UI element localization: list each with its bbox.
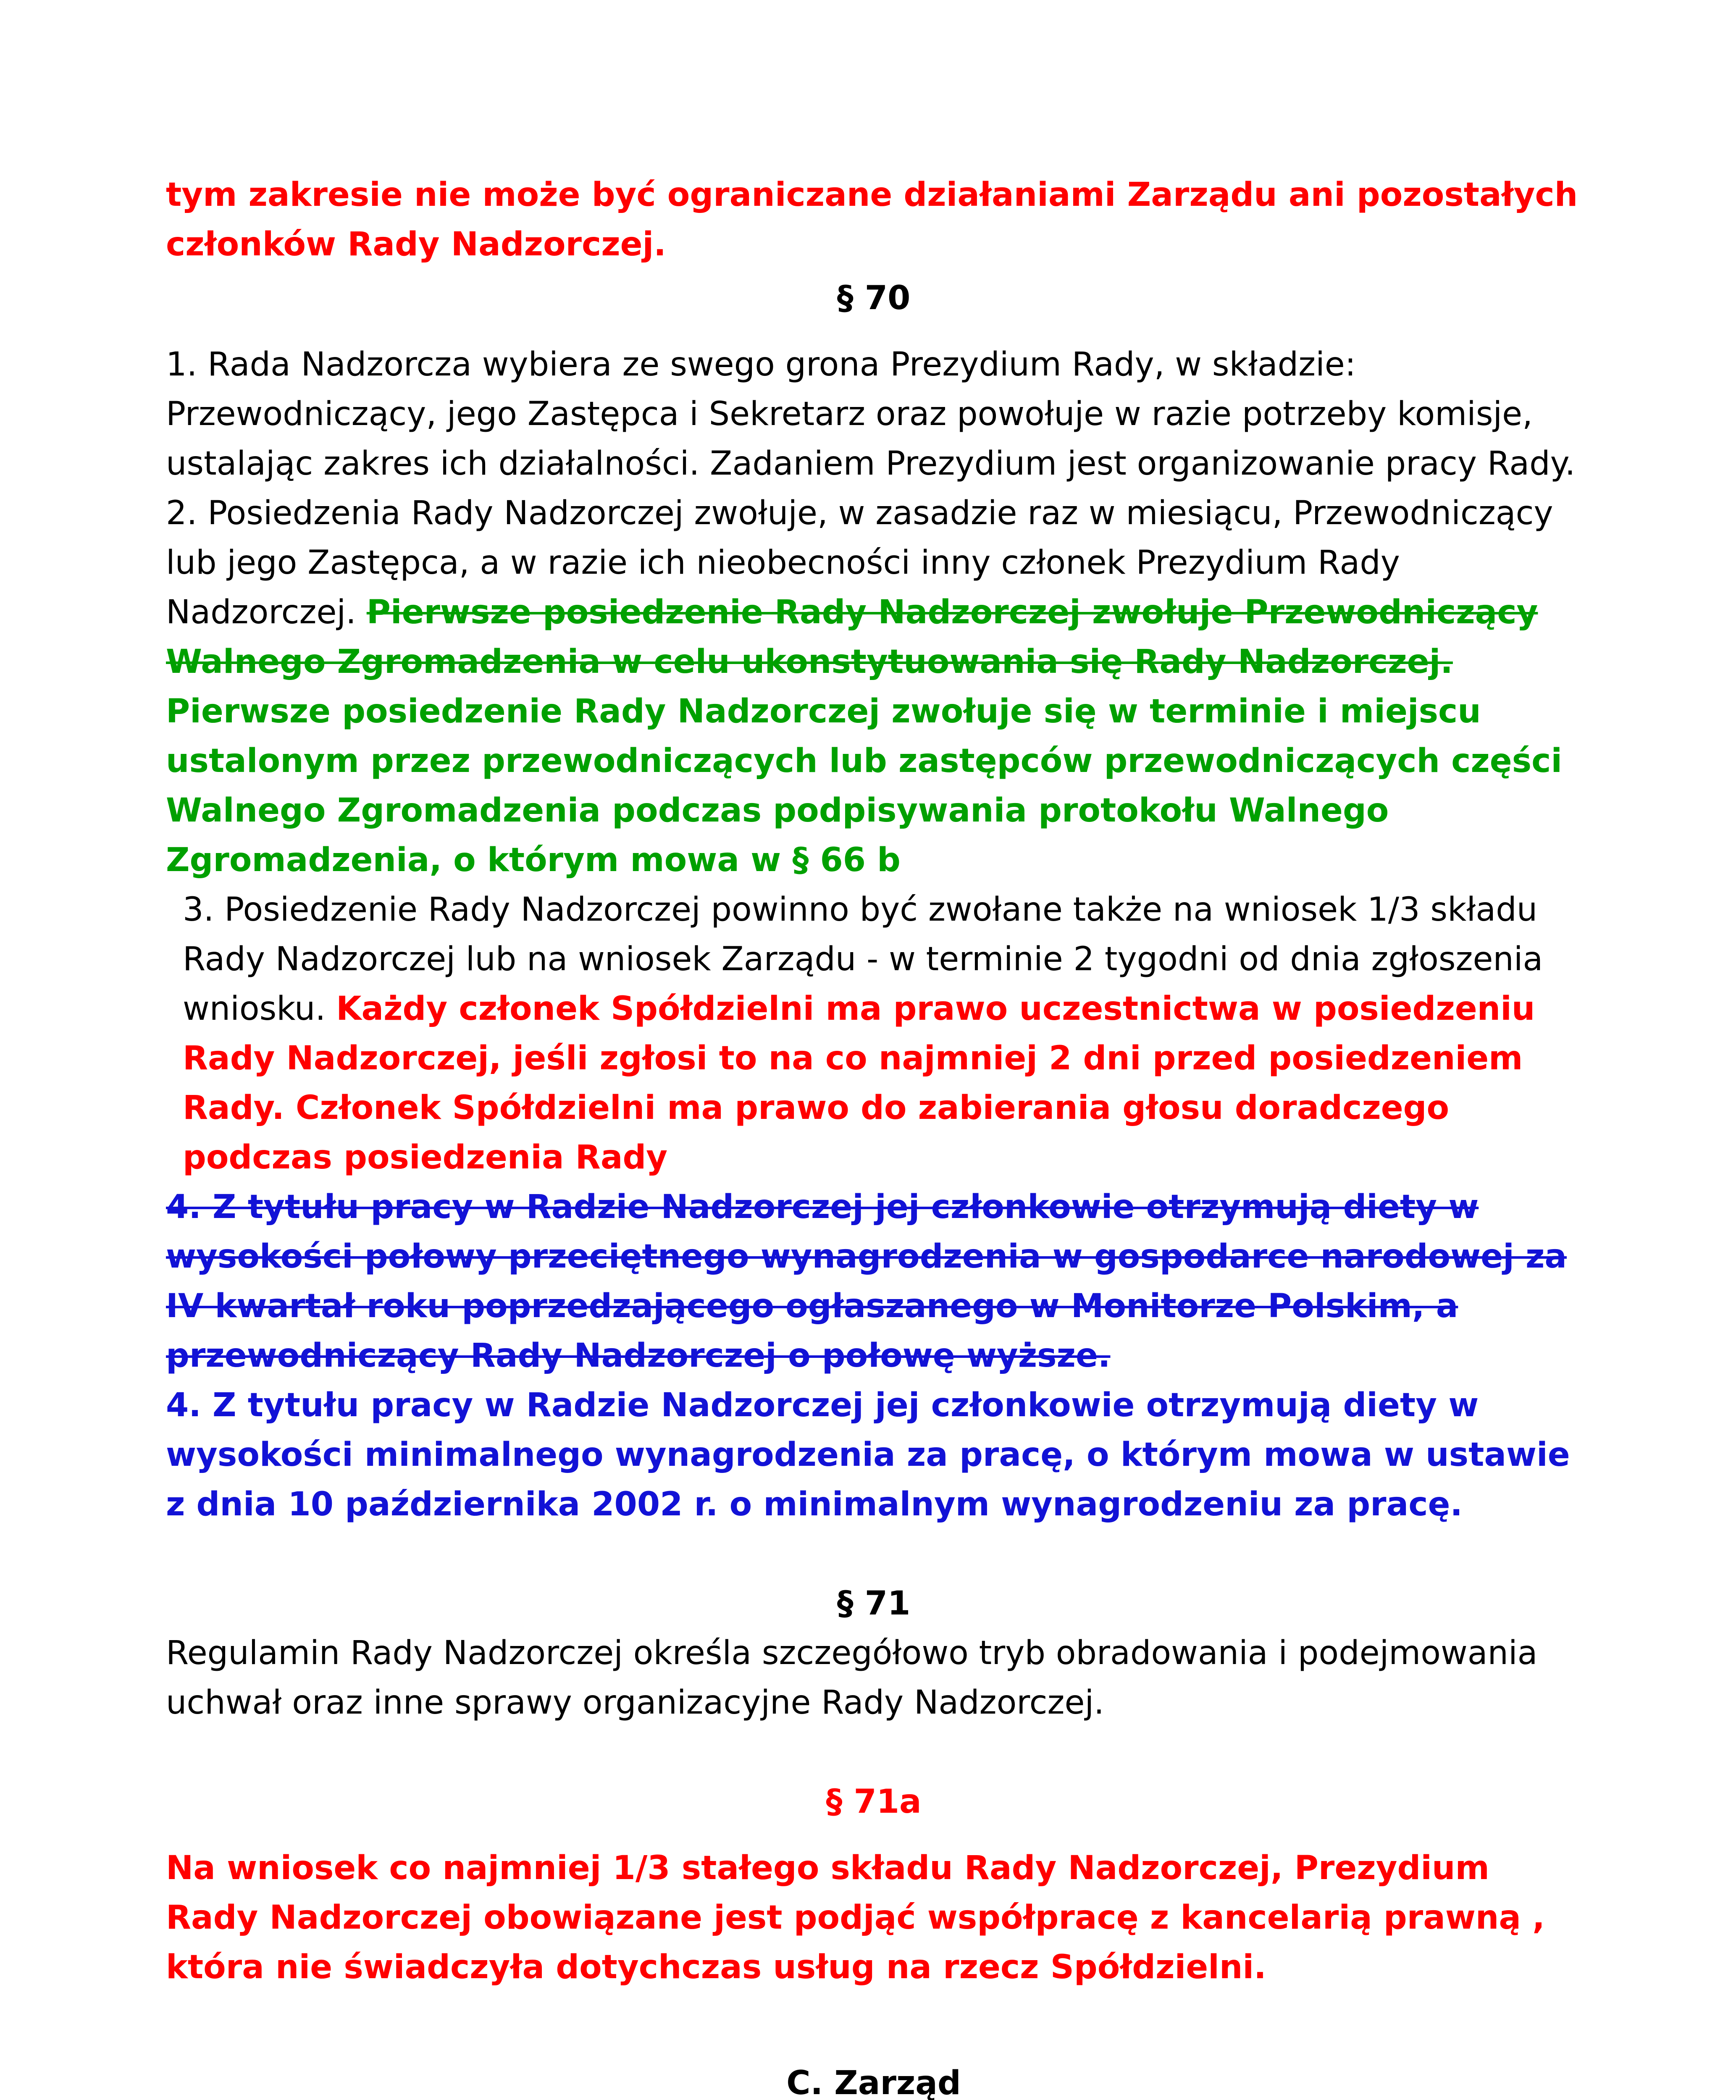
s70-p2-added-text: Pierwsze posiedzenie Rady Nadzorczej zwołuje się w terminie i miejscu ustalonym przez przewodniczących lub zastępców przewodniczących części Walnego Zgromadzenia podczas podpisywania protokołu Walnego Zgromadzenia, o którym mowa w § 66 b [166, 693, 1563, 879]
s71a-paragraph: Na wniosek co najmniej 1/3 stałego składu Rady Nadzorczej, Prezydium Rady Nadzorczej obowiązane jest podjąć współpracę z kancelarią prawną , która nie świadczyła dotychczas usług na rzecz Spółdzielni. [166, 1849, 1545, 1986]
s70-paragraph-2 [166, 488, 1581, 885]
s70-p3-text: 3. Posiedzenie Rady Nadzorczej powinno być zwołane także na wniosek 1/3 składu Rady Nadzorczej lub na wniosek Zarządu - w terminie 2 tygodni od dnia zgłoszenia wniosku. [183, 891, 1543, 1028]
s71-paragraph: Regulamin Rady Nadzorczej określa szczegółowo tryb obradowania i podejmowania uchwał oraz inne sprawy organizacyjne Rady Nadzorczej. [166, 1634, 1538, 1722]
s70-p3-added-text: Każdy członek Spółdzielni ma prawo uczestnictwa w posiedzeniu Rady Nadzorczej, jeśli zgłosi to na co najmniej 2 dni przed posiedzeniem Rady. Członek Spółdzielni ma prawo do zabierania głosu doradczego podczas posiedzenia Rady [183, 990, 1535, 1176]
s70-paragraph-1: 1. Rada Nadzorcza wybiera ze swego grona Prezydium Rady, w składzie: Przewodniczący, jego Zastępca i Sekretarz oraz powołuje w razie potrzeby komisje, ustalając zakres ich działalności. Zadaniem Prezydium jest organizowanie pracy Rady. [166, 346, 1576, 483]
section-70-heading: § 70 [837, 279, 911, 317]
s70-p2-deleted-text: Pierwsze posiedzenie Rady Nadzorczej zwołuje Przewodniczący Walnego Zgromadzenia w celu ukonstytuowania się Rady Nadzorczej. [166, 593, 1538, 681]
s70-paragraph-4-added: 4. Z tytułu pracy w Radzie Nadzorczej jej członkowie otrzymują diety w wysokości minimalnego wynagrodzenia za pracę, o którym mowa w ustawie z dnia 10 października 2002 r. o minimalnym wynagrodzeniu za pracę. [166, 1386, 1570, 1523]
s70-p2-text: 2. Posiedzenia Rady Nadzorczej zwołuje, w zasadzie raz w miesiącu, Przewodniczący lub jego Zastępca, a w razie ich nieobecności inny członek Prezydium Rady Nadzorczej. [166, 494, 1553, 631]
document-page [166, 170, 1581, 2100]
section-71a-heading: § 71a [826, 1783, 922, 1821]
s70-paragraph-3 [166, 885, 1581, 1182]
s70-paragraph-4-deleted: 4. Z tytułu pracy w Radzie Nadzorczej jej członkowie otrzymują diety w wysokości połowy przeciętnego wynagrodzenia w gospodarce narodowej za IV kwartał roku poprzedzającego ogłaszanego w Monitorze Polskim, a przewodniczący Rady Nadzorczej o połowę wyższe. [166, 1188, 1567, 1375]
section-c-heading: C. Zarząd [786, 2064, 961, 2100]
intro-paragraph: tym zakresie nie może być ograniczane działaniami Zarządu ani pozostałych członków Rady Nadzorczej. [166, 176, 1578, 263]
section-71-heading: § 71 [837, 1585, 911, 1622]
